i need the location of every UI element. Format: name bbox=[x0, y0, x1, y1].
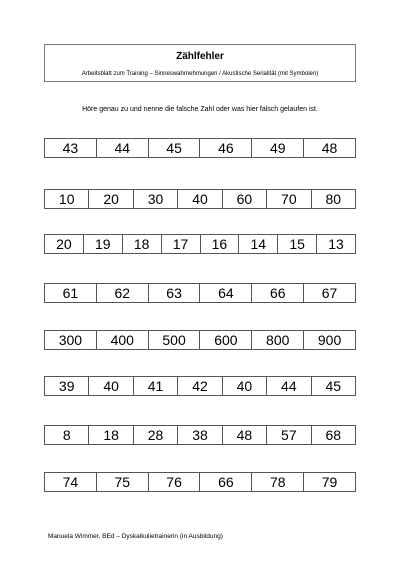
instruction-text: Höre genau zu und nenne die falsche Zahl oder was hier falsch gelaufen ist. bbox=[82, 106, 318, 113]
number-cell[interactable]: 64 bbox=[199, 284, 251, 302]
number-cell[interactable]: 45 bbox=[311, 377, 355, 395]
number-cell[interactable]: 62 bbox=[96, 284, 148, 302]
number-cell[interactable]: 40 bbox=[177, 190, 221, 208]
number-cell[interactable]: 74 bbox=[62, 474, 79, 490]
number-cell[interactable]: 48 bbox=[303, 139, 355, 157]
number-cell[interactable]: 46 bbox=[199, 139, 251, 157]
number-cell[interactable]: 18 bbox=[88, 426, 132, 444]
number-cell[interactable]: 15 bbox=[277, 235, 316, 253]
number-cell[interactable]: 66 bbox=[251, 284, 303, 302]
number-cell[interactable]: 18 bbox=[122, 235, 161, 253]
number-cell[interactable]: 20 bbox=[88, 190, 132, 208]
number-cell[interactable]: 10 bbox=[58, 191, 75, 207]
number-cell[interactable]: 68 bbox=[311, 426, 355, 444]
number-row bbox=[44, 376, 356, 396]
number-cell[interactable]: 900 bbox=[303, 331, 355, 349]
number-row bbox=[44, 234, 356, 254]
number-cell[interactable]: 49 bbox=[251, 139, 303, 157]
author-footer: Manuela Wimmer, BEd – Dyskalkulietrainerin (in Ausbildung) bbox=[48, 533, 223, 540]
number-cell[interactable]: 20 bbox=[56, 236, 72, 252]
number-row bbox=[44, 189, 356, 209]
number-cell[interactable]: 75 bbox=[96, 473, 148, 491]
number-cell[interactable]: 78 bbox=[251, 473, 303, 491]
number-cell[interactable]: 14 bbox=[238, 235, 277, 253]
number-row bbox=[44, 330, 356, 350]
number-cell[interactable]: 300 bbox=[58, 332, 83, 348]
number-row bbox=[44, 283, 356, 303]
number-cell[interactable]: 60 bbox=[222, 190, 266, 208]
number-row bbox=[44, 425, 356, 445]
number-cell[interactable]: 66 bbox=[199, 473, 251, 491]
number-cell[interactable]: 57 bbox=[266, 426, 310, 444]
number-cell[interactable]: 79 bbox=[303, 473, 355, 491]
worksheet-subtitle: Arbeitsblatt zum Training – Sinneswahrnehmungen / Akustische Serialität (mit Symbolen) bbox=[81, 71, 319, 77]
number-cell[interactable]: 19 bbox=[83, 235, 122, 253]
header-box bbox=[44, 44, 356, 82]
number-cell[interactable]: 38 bbox=[177, 426, 221, 444]
number-cell[interactable]: 70 bbox=[266, 190, 310, 208]
number-cell[interactable]: 500 bbox=[148, 331, 200, 349]
number-cell[interactable]: 600 bbox=[199, 331, 251, 349]
number-cell[interactable]: 16 bbox=[200, 235, 239, 253]
number-cell[interactable]: 39 bbox=[58, 378, 75, 394]
number-cell[interactable]: 76 bbox=[148, 473, 200, 491]
number-cell[interactable]: 30 bbox=[133, 190, 177, 208]
number-cell[interactable]: 67 bbox=[303, 284, 355, 302]
number-row bbox=[44, 472, 356, 492]
number-cell[interactable]: 48 bbox=[222, 426, 266, 444]
number-cell[interactable]: 13 bbox=[316, 235, 355, 253]
number-cell[interactable]: 43 bbox=[62, 140, 79, 156]
worksheet-title: Zählfehler bbox=[176, 51, 224, 62]
number-cell[interactable]: 28 bbox=[133, 426, 177, 444]
number-cell[interactable]: 800 bbox=[251, 331, 303, 349]
number-cell[interactable]: 44 bbox=[96, 139, 148, 157]
number-cell[interactable]: 8 bbox=[62, 427, 71, 443]
number-cell[interactable]: 40 bbox=[222, 377, 266, 395]
number-cell[interactable]: 45 bbox=[148, 139, 200, 157]
number-cell[interactable]: 61 bbox=[62, 285, 79, 301]
number-cell[interactable]: 44 bbox=[266, 377, 310, 395]
number-cell[interactable]: 17 bbox=[161, 235, 200, 253]
number-cell[interactable]: 400 bbox=[96, 331, 148, 349]
number-cell[interactable]: 42 bbox=[177, 377, 221, 395]
number-cell[interactable]: 80 bbox=[311, 190, 355, 208]
number-cell[interactable]: 41 bbox=[133, 377, 177, 395]
number-cell[interactable]: 63 bbox=[148, 284, 200, 302]
number-cell[interactable]: 40 bbox=[88, 377, 132, 395]
number-row bbox=[44, 138, 356, 158]
